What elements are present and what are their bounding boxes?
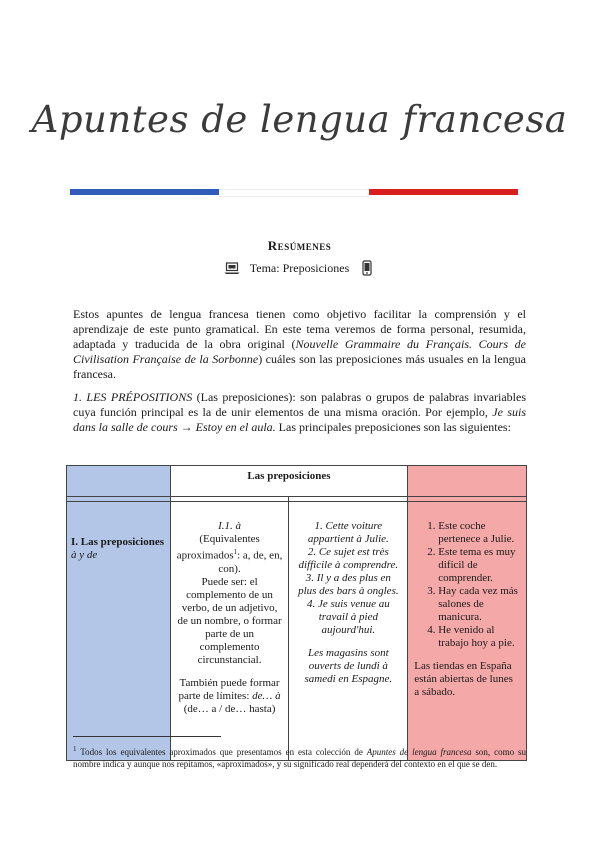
definition-equivalents: (Equivalentes aproximados$^1$: a, de, en, con).	[176, 533, 283, 575]
row-label: I. Las preposiciones	[71, 536, 165, 548]
topic-line	[0, 260, 599, 276]
spanish-example: 1. Este coche pertenece a Julie.	[438, 520, 520, 546]
definition-usage: Puede ser: el complemento de un verbo, de un adjetivo, de un nombre, o formar parte de un complemento circunstancial.	[177, 575, 282, 666]
example-spanish: Estoy en el aula.	[195, 420, 276, 434]
prepositions-paragraph: 1. LES PRÉPOSITIONS (Las preposiciones): son palabras o grupos de palabras invariables cuya función principal es la de unir elementos de una misma oración. Por ejemplo, Je suis dans la salle de cours → Estoy en el aula. Las principales preposiciones son las siguientes:	[73, 390, 527, 434]
spanish-examples-cell	[408, 502, 527, 761]
french-example: 1. Cette voiture appartient à Julie.	[307, 520, 389, 545]
french-example: 4. Je suis venue au travail à pied aujourd'hui.	[306, 598, 390, 636]
laptop-icon	[224, 260, 240, 276]
french-examples-cell	[289, 502, 408, 761]
spanish-example: 3. Hay cada vez más salones de manicura.	[438, 585, 520, 624]
definition-number: I.1. à	[218, 520, 242, 532]
row-label-italic: à y de	[71, 549, 98, 561]
document-title: Apuntes de lengua francesa	[31, 98, 568, 141]
footnote-ref: 1	[233, 548, 238, 556]
flag-color-bar	[70, 189, 518, 195]
french-example-extra: Les magasins sont ouverts de lundi à samedi en Espagne.	[304, 647, 393, 685]
prepositions-table	[66, 465, 527, 761]
spanish-example: 4. He venido al trabajo hoy a pie.	[438, 624, 520, 650]
flag-blue-segment	[70, 189, 219, 195]
section-heading: Resúmenes	[267, 238, 332, 253]
example-french: Je suis dans la salle de cours	[73, 405, 526, 434]
definition-limits: También puede formar parte de límites: de… à (de… a / de… hasta)	[178, 676, 281, 715]
french-example: 3. Il y a des plus en plus des bars à ongles.	[298, 572, 399, 597]
phone-icon	[359, 260, 375, 276]
definition-cell	[170, 502, 289, 761]
spanish-example: 2. Este tema es muy difícil de comprender.	[438, 546, 520, 585]
flag-white-segment	[219, 189, 368, 197]
topic-heading: 1. LES PRÉPOSITIONS	[73, 390, 193, 404]
header-cell-pink	[408, 466, 527, 497]
spanish-example-extra: Las tiendas en España están abiertas de lunes a sábado.	[414, 660, 513, 698]
source-title: Nouvelle Grammaire du Français. Cours de Civilisation Française de la Sorbonne	[73, 337, 526, 366]
french-example: 2. Ce sujet est très difficile à comprendre.	[298, 546, 399, 571]
footnote-separator	[73, 736, 221, 737]
table-header: Las preposiciones	[170, 466, 408, 497]
header-cell-blue	[67, 466, 171, 497]
intro-paragraph: Estos apuntes de lengua francesa tienen como objetivo facilitar la comprensión y el aprendizaje de este punto gramatical. En este tema veremos de forma personal, resumida, adaptada y traducida de la obra original (Nouvelle Grammaire du Français. Cours de Civilisation Française de la Sorbonne) cuáles son las preposiciones más usuales en la lengua francesa.	[73, 307, 526, 381]
spanish-examples-list	[414, 520, 520, 650]
footnote: $^1$ Todos los equivalentes aproximados que presentamos en esta colección de Apuntes de lengua francesa son, como su nombre indica y aunque nos repitamos, «aproximados», y su significado real dependerá del contexto en el que se den.	[73, 745, 527, 769]
flag-red-segment	[369, 189, 518, 195]
topic-text: Tema: Preposiciones	[249, 260, 350, 275]
row-label-cell	[67, 502, 171, 761]
